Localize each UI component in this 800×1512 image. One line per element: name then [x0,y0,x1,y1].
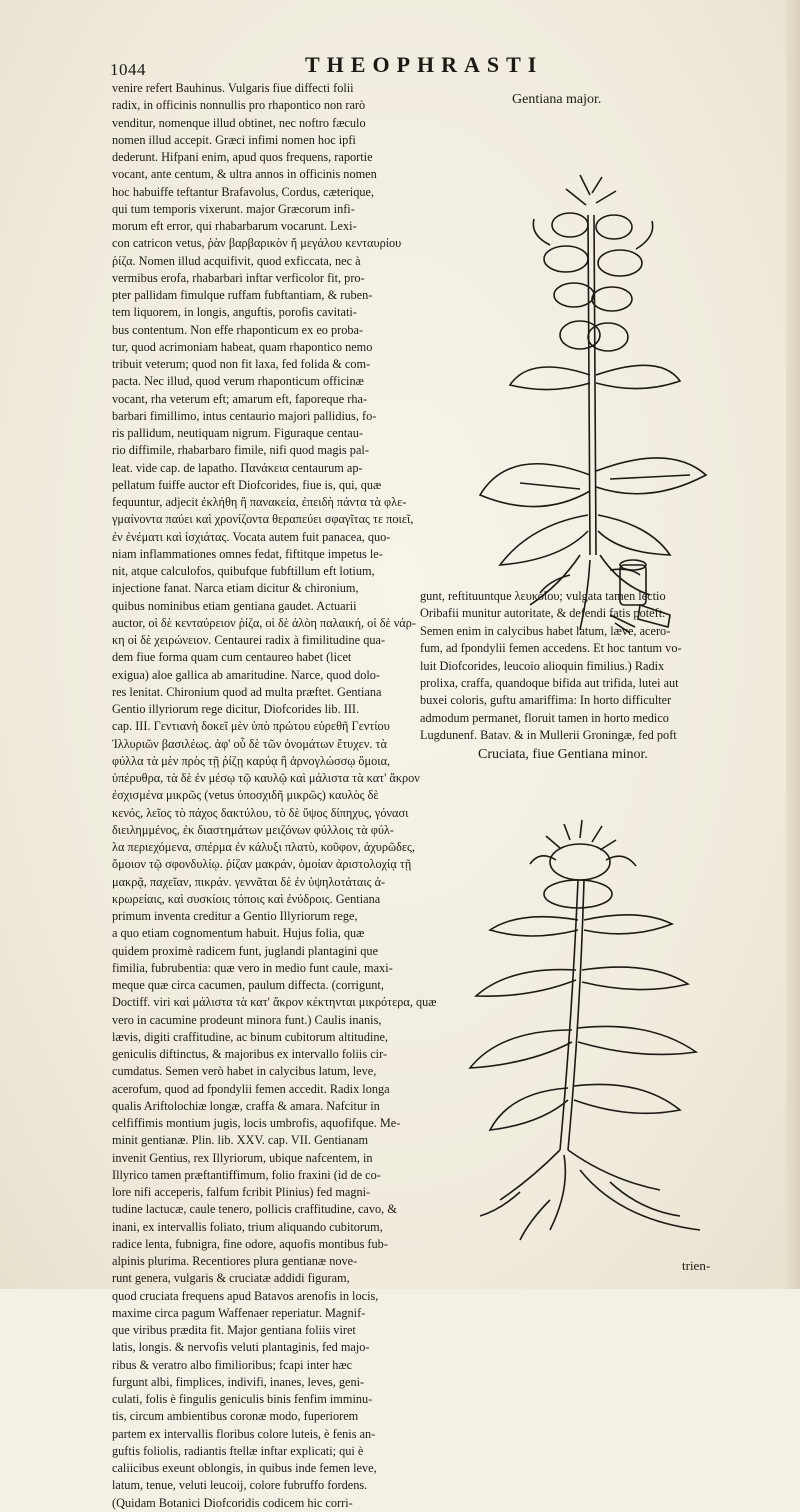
text-line: qui tum temporis vixerunt. major Græcorum infi- [112,201,355,216]
text-line: venditur, nomenque illud obtinet, nec noftro fæculo [112,115,366,130]
text-line: exigua) aloe gallica ab amaritudine. Narce, quod dolo- [112,667,381,682]
text-line: inani, ex intervallis foliato, trium aliquando cubitorum, [112,1219,383,1234]
page-header [110,52,790,82]
text-line: γμαίνοντα παύει καὶ χρονίζοντα θεραπεύει σφαγῖτας τε ποιεῖ, [112,512,414,527]
catchword: trien- [682,1258,711,1273]
text-line: Doctiff. viri καὶ μάλιστα τὰ κατ' ἄκρον κέκτηνται μικρότερα, quæ [112,995,437,1010]
text-line: Semen enim in calycibus habet latum, læve, acero- [420,623,671,638]
text-line: tribuit veterum; quod non fit laxa, fed folida & com- [112,357,371,371]
text-line: dem fiue forma quam cum centaureo habet (licet [112,650,352,665]
text-line: geniculis diftinctus, & majoribus ex intervallo foliis cir- [112,1047,388,1061]
text-line: vocant, ante centum, & ultra annos in officinis nomen [112,167,377,182]
text-line: runt genera, vulgaris & cruciatæ addidi figuram, [112,1271,350,1286]
text-line: furgunt albi, fimplices, indivifi, inanes, leves, geni- [112,1374,365,1389]
text-line: pacta. Nec illud, quod verum rhaponticum officinæ [112,374,364,389]
text-line: Gentio illyriorum rege dicitur, Diofcorides lib. III. [112,702,360,716]
text-line: niam inflammationes omnes fedat, fiftitque impetus le- [112,546,383,561]
text-line: guftis foliolis, radiantis ftellæ inftar explicati; qui è [112,1443,364,1458]
text-line: Illyrico tamen præftantiffimum, folio fraxini (id de co- [112,1167,381,1182]
text-line: pter pallidam fimulque ruffam fubftantiam, & ruben- [112,288,373,302]
text-line: culati, folis è fingulis geniculis binis fenfim imminu- [112,1392,373,1406]
text-line: celfiffimis montium jugis, locis umbrofis, aquofifque. Me- [112,1116,401,1130]
text-line: gunt, reftituuntque λευκοΐου; vulgata tamen lectio [420,589,666,603]
caption-cruciata: Cruciata, fiue Gentiana minor. [478,747,648,762]
text-line: quod cruciata frequens apud Batavos arenofis in locis, [112,1288,379,1303]
text-line: vero in cacumine prodeunt minora funt.) Caulis inanis, [112,1012,382,1027]
text-line: vermibus erofa, rhabarbari inftar verficolor fit, pro- [112,270,365,285]
text-line: maxime circa pagum Waffenaer reperiatur. Magnif- [112,1305,366,1320]
text-line: ἐσχισμένα μικρῶς (vetus ὑποσχιδῆ μικρῶς) καυλὸς δὲ [112,788,379,803]
text-line: hoc habuiffe teftantur Brafavolus, Cordus, cæterique, [112,184,375,199]
cruciata-gentiana-minor-illustration [460,820,720,1250]
text-line: pellatum fuiffe auctor eft Diofcorides, fiue is, qui, quæ [112,477,382,492]
text-line: fum, ad fpondylii femen accedens. Et hoc tantum vo- [420,641,682,656]
text-line: lævis, digiti craffitudine, ac binum cubitorum altitudine, [112,1029,389,1044]
text-line: cumdatus. Semen verò habet in calycibus latum, leve, [112,1064,377,1079]
text-line: ris pallidum, neutiquam nigrum. Figuraque centau- [112,426,364,440]
text-line: res lenitat. Chironium quod ad multa præftet. Gentiana [112,684,382,699]
left-text-column [112,80,437,1510]
right-column [420,80,790,1273]
text-line: quidem proximè radicem funt, juglandi plantagini que [112,943,379,958]
text-line: ὑπέρυθρα, τὰ δὲ ἐν μέσῳ τῷ καυλῷ καὶ μάλιστα τὰ κατ' ἄκρον [112,771,420,785]
text-line: alpinis plurima. Recentiores plura gentianæ nove- [112,1254,358,1268]
text-line: venire refert Bauhinus. Vulgaris fiue diffecti folii [112,81,354,95]
text-line: (Quidam Botanici Diofcoridis codicem hic corri- [112,1495,353,1510]
text-line: ribus & veratro albo fimilioribus; fcapi inter hæc [112,1357,353,1372]
text-line: quibus nominibus etiam gentiana gaudet. Actuarii [112,598,357,613]
text-line: ὅμοιον τῷ σφονδυλίῳ. ῥίζαν μακράν, ὁμοίαν ἀριστολοχίᾳ τῇ [112,857,412,872]
text-line: ἐν ἐνέματι καὶ ἰσχιάτας. Vocata autem fuit panacea, quo- [112,529,391,544]
text-line: tem liquorem, in longis, anguftis, porofis cavitati- [112,305,357,320]
text-line: fimilia, fubrubentia: quæ vero in medio funt caule, maxi- [112,960,393,975]
text-line: Oribafii munitur autoritate, & defendi fatis poteft. [420,606,666,621]
text-line: invenit Gentius, rex Illyriorum, ubique nafcentem, in [112,1150,373,1165]
text-line: a quo etiam cognomentum habuit. Hujus folia, quæ [112,926,365,941]
text-line: latis, longis. & nervofis veluti plantaginis, fed majo- [112,1340,370,1355]
text-line: radix, in officinis nonnullis pro rhapontico non rarò [112,98,366,113]
text-line: tis, circum ambientibus coronæ modo, fuperiorem [112,1409,359,1424]
text-line: Lugdunenf. Batav. & in Mullerii Groningæ, fed poft [420,728,677,743]
text-line: bus contentum. Non effe rhaponticum ex eo proba- [112,322,364,337]
text-line: κενός, λεῖος τὸ πάχος δακτύλου, τὸ δὲ ὕψος δίπηχυς, γόνασι [112,805,409,820]
text-line: meque quæ circa cacumen, paulum diffecta. (corrigunt, [112,978,384,992]
text-line: nit, atque calculofos, quibufque fubftillum eft lotium, [112,564,375,578]
text-line: leat. vide cap. de lapatho. Πανάκεια centaurum ap- [112,460,363,475]
text-line: luit Diofcorides, leucoio alioquin fimilius.) Radix [420,658,665,673]
text-line: con catricon vetus, ῥὰν βαρβαρικὸν ἤ μεγάλου κενταυρίου [112,236,402,251]
right-text-column [420,588,730,745]
text-line: φύλλα τὰ μὲν πρὸς τῇ ῥίζῃ καρύᾳ ἢ ἀρνογλώσσῳ ὅμοια, [112,753,391,768]
text-line: dederunt. Hifpani enim, apud quos frequens, raportie [112,150,373,164]
running-title: THEOPHRASTI [305,52,544,77]
page-edge [786,0,800,1289]
text-line: prolixa, craffa, quandoque bifida aut trifida, lutei aut [420,676,679,691]
text-line: partem ex intervallis floribus colore luteis, è fenis an- [112,1426,376,1441]
text-line: cap. III. Γεντιανὴ δοκεῖ μὲν ὑπὸ πρώτου εὑρεθῆ Γεντίου [112,719,390,734]
text-line: injectione fanat. Narca etiam dicitur & chironium, [112,581,359,596]
text-line: buxei coloris, guftu amariffima: In horto difficulter [420,693,672,708]
text-line: μακρᾷ, παχεῖαν, πικράν. γεννᾶται δὲ ἐν ὑψηλοτάταις ἀ- [112,874,386,889]
text-line: radice lenta, fubnigra, fine odore, aquofis montibus fub- [112,1236,388,1251]
text-line: nomen illud accepit. Græci infimi nomen hoc ipfi [112,132,356,147]
text-line: latum, tenue, veluti leucoij, colore fubruffo fordens. [112,1478,368,1493]
text-line: λα περιεχόμενα, σπέρμα ἐν κάλυξι πλατὺ, κοῦφον, ἀχυρῶδες, [112,840,416,854]
text-line: vocant, rha veterum eft; amarum eft, faporeque rha- [112,391,368,406]
text-line: rio diffimile, rhabarbaro fimile, nifi quod magis pal- [112,443,369,458]
text-line: ῥίζα. Nomen illud acquifivit, quod exficcata, nec à [112,253,361,268]
text-line: tudine lactucæ, caule tenero, pollicis craffitudine, cavo, & [112,1202,397,1217]
text-line: morum eft error, qui rhabarbarum vocarunt. Lexi- [112,219,357,233]
text-line: caliicibus exeunt oblongis, in quibus inde femen leve, [112,1461,377,1475]
gentiana-major-illustration [470,175,710,645]
text-line: qualis Ariftolochiæ longæ, craffa & amara. Nafcitur in [112,1098,380,1113]
text-line: minit gentianæ. Plin. lib. XXV. cap. VII. Gentianam [112,1133,369,1148]
text-line: fequuntur, adjecit ἐκλήθη ἢ πανακεία, ἐπειδὴ πάντα τὰ φλε- [112,495,407,509]
text-line: auctor, οἱ δὲ κενταύρειον ῥίζα, οἱ δὲ ἀλὸη παλαική, οἱ δὲ νάρ- [112,615,416,630]
caption-gentiana-major: Gentiana major. [512,92,602,107]
text-line: barbari fimillimo, intus centaurio majori pallidius, fo- [112,408,377,423]
text-line: acerofum, quod ad fpondylii femen accedit. Radix longa [112,1081,390,1096]
text-line: Ἰλλυριῶν βασιλέως. ἀφ' οὗ δὲ τῶν ὀνομάτων ἔτυχεν. τὰ [112,736,387,751]
text-line: admodum permanet, floruit tamen in horto medico [420,710,669,725]
text-line: tur, quod acrimoniam habeat, quam rhapontico nemo [112,339,373,354]
text-line: κρωρείαις, καὶ συσκίοις τόποις καὶ ἐνύδροις. Gentiana [112,891,381,906]
text-line: primum inventa creditur a Gentio Illyriorum rege, [112,909,358,923]
text-line: διειλημμένος, ἐκ διαστημάτων μειζόνων φύλλοις τὰ φύλ- [112,822,394,837]
text-line: lore nifi acceperis, falfum fcribit Plinius) fed magni- [112,1185,371,1199]
text-line: que viribus prædita fit. Major gentiana foliis viret [112,1323,356,1337]
page-number: 1044 [110,60,146,79]
text-line: κη οἱ δὲ χειρώνειον. Centaurei radix à fimilitudine qua- [112,633,386,647]
